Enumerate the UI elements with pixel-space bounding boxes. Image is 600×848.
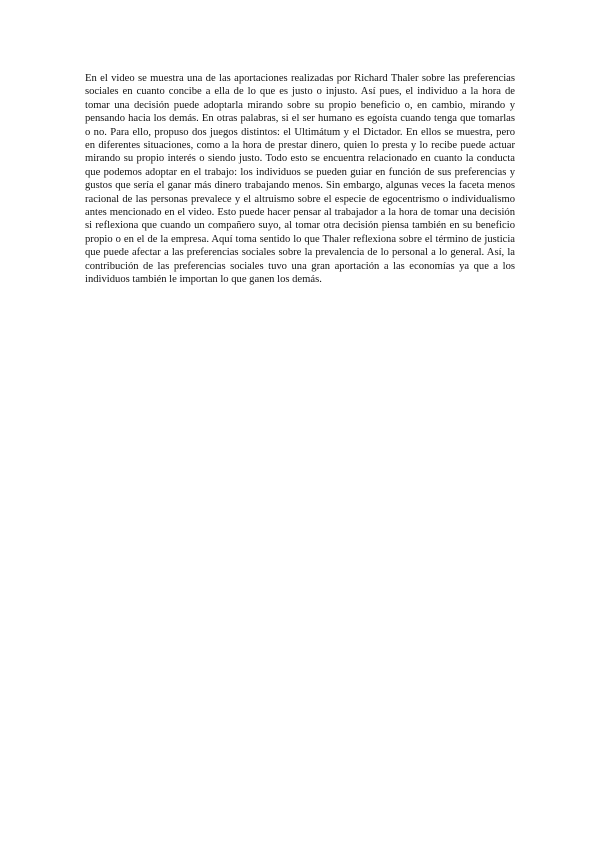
body-paragraph: En el video se muestra una de las aportaciones realizadas por Richard Thaler sobre las preferencias sociales en cuanto concibe a ella de lo que es justo o injusto. Así pues, el individuo a la hora de tomar una decisión puede adoptarla mirando sobre su propio beneficio o, en cambio, mirando y pensando hacia los demás. En otras palabras, si el ser humano es egoísta cuando tenga que tomarlas o no. Para ello, propuso dos juegos distintos: el Ultimátum y el Dictador. En ellos se muestra, pero en diferentes situaciones, como a la hora de prestar dinero, quien lo presta y lo recibe puede actuar mirando su propio interés o siendo justo. Todo esto se encuentra relacionado en cuanto la conducta que podemos adoptar en el trabajo: los individuos se pueden guiar en función de sus preferencias y gustos que sería el ganar más dinero trabajando menos. Sin embargo, algunas veces la faceta menos racional de las personas prevalece y el altruismo sobre el especie de egocentrismo o individualismo antes mencionado en el video. Esto puede hacer pensar al trabajador a la hora de tomar una decisión si reflexiona que cuando un compañero suyo, al tomar otra decisión piensa también en su beneficio propio o en el de la empresa. Aquí toma sentido lo que Thaler reflexiona sobre el término de justicia que puede afectar a las preferencias sociales sobre la prevalencia de lo personal a lo general. Así, la contribución de las preferencias sociales tuvo una gran aportación a las economías ya que a los individuos también le importan lo que ganen los demás. xyxy=(85,73,515,286)
